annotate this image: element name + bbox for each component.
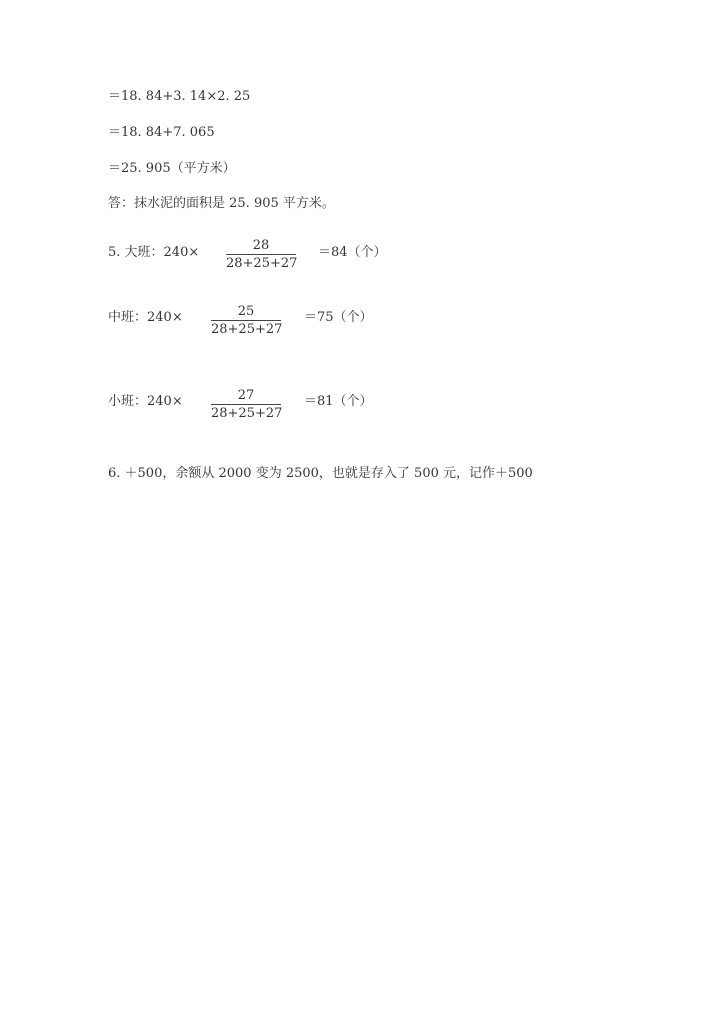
q5-row-prefix: 5. 大班：240× (108, 245, 200, 260)
fraction (211, 388, 281, 421)
fraction-denominator: 28+25+27 (211, 322, 283, 337)
q5-row-result: ＝81（个） (304, 394, 373, 409)
fraction-denominator: 28+25+27 (226, 256, 298, 271)
fraction-bar (226, 254, 296, 255)
fraction-numerator: 27 (237, 388, 255, 403)
calc-line-2: ＝18. 84+7. 065 (108, 125, 215, 140)
q6-line: 6. ＋500，余额从 2000 变为 2500，也就是存入了 500 元，记作＋500 (108, 466, 533, 481)
fraction (211, 304, 281, 337)
fraction (226, 238, 296, 271)
q5-row-result: ＝75（个） (304, 310, 373, 325)
fraction-denominator: 28+25+27 (211, 406, 283, 421)
calc-line-1: ＝18. 84+3. 14×2. 25 (108, 89, 251, 104)
calc-line-3: ＝25. 905（平方米） (108, 161, 236, 176)
answer-line: 答：抹水泥的面积是 25. 905 平方米。 (108, 196, 335, 211)
fraction-numerator: 25 (237, 304, 255, 319)
fraction-bar (211, 320, 281, 321)
q5-row-prefix: 小班：240× (108, 394, 183, 409)
q5-row-prefix: 中班：240× (108, 310, 183, 325)
fraction-bar (211, 404, 281, 405)
fraction-numerator: 28 (252, 238, 270, 253)
q5-row-result: ＝84（个） (318, 245, 387, 260)
